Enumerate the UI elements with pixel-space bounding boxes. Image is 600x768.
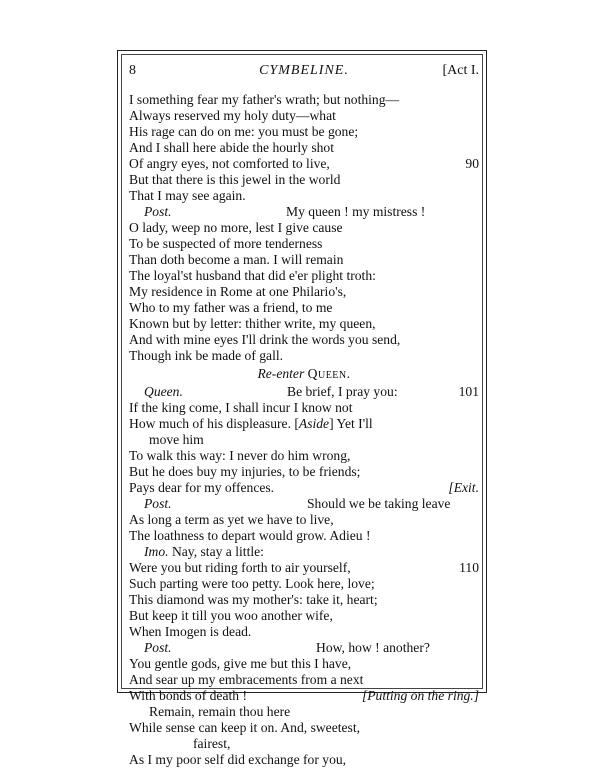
verse-line: But he does buy my injuries, to be friends; — [129, 464, 361, 479]
verse-line: The loathness to depart would grow. Adieu ! — [129, 528, 371, 543]
verse-line: The loyal'st husband that did e'er plight troth: — [129, 268, 376, 283]
speech-line — [129, 640, 479, 656]
verse-line: To be suspected of more tenderness — [129, 236, 323, 251]
verse-text: Should we be taking leave — [307, 496, 451, 511]
verse-line — [129, 560, 479, 576]
verse-line: And with mine eyes I'll drink the words you send, — [129, 332, 401, 347]
speaker-name: Post. — [144, 640, 172, 655]
verse-text: With bonds of death ! — [129, 688, 247, 703]
verse-text: How, how ! another? — [316, 640, 430, 655]
speaker-name: Imo. — [144, 544, 169, 559]
speech-line — [129, 384, 479, 400]
verse-line: O lady, weep no more, lest I give cause — [129, 220, 343, 235]
speech-line — [129, 544, 479, 560]
verse-line-continued: move him — [149, 432, 204, 447]
act-label: [Act I. — [442, 63, 479, 78]
stage-direction-text: [Putting on the ring.] — [361, 688, 479, 703]
verse-line: You gentle gods, give me but this I have, — [129, 656, 352, 671]
speech-line — [129, 204, 479, 220]
verse-line — [129, 480, 479, 496]
verse-line: Who to my father was a friend, to me — [129, 300, 333, 315]
verse-line: As long a term as yet we have to live, — [129, 512, 334, 527]
verse-text: How much of his displeasure. [ — [129, 416, 299, 431]
line-number: 110 — [459, 560, 479, 575]
speech-line — [129, 496, 479, 512]
verse-text: ] Yet I'll — [329, 416, 373, 431]
verse-line: But keep it till you woo another wife, — [129, 608, 333, 623]
verse-text: Of angry eyes, not comforted to live, — [129, 156, 330, 171]
line-number: 101 — [458, 384, 479, 399]
verse-line: Always reserved my holy duty—what — [129, 108, 336, 123]
verse-text: My queen ! my mistress ! — [286, 204, 426, 219]
verse-line: To walk this way: I never do him wrong, — [129, 448, 351, 463]
verse-line — [129, 688, 479, 704]
verse-line: Than doth become a man. I will remain — [129, 252, 344, 267]
running-header — [129, 63, 479, 81]
page-number: 8 — [129, 63, 136, 78]
verse-text: Pays dear for my offences. — [129, 480, 275, 495]
stage-direction — [129, 364, 479, 384]
verse-line: Though ink be made of gall. — [129, 348, 284, 363]
verse-line: As I my poor self did exchange for you, — [129, 752, 347, 767]
verse-line: But that there is this jewel in the world — [129, 172, 341, 187]
verse-line: Remain, remain thou here — [149, 704, 291, 719]
verse-line: And sear up my embracements from a next — [129, 672, 364, 687]
verse-line: Known but by letter: thither write, my queen, — [129, 316, 376, 331]
verse-line-continued: fairest, — [193, 736, 231, 751]
verse-line: If the king come, I shall incur I know not — [129, 400, 353, 415]
verse-line: I something fear my father's wrath; but nothing— — [129, 92, 400, 107]
exit-direction: [Exit. — [448, 480, 479, 495]
character-name: Queen. — [307, 366, 351, 381]
verse-line — [129, 416, 479, 432]
speaker-name: Queen. — [144, 384, 183, 399]
verse-text: Were you but riding forth to air yourself, — [129, 560, 351, 575]
verse-text: Nay, stay a little: — [171, 544, 264, 559]
verse-line: That I may see again. — [129, 188, 246, 203]
aside-direction: Aside — [298, 416, 330, 431]
verse-line: When Imogen is dead. — [129, 624, 252, 639]
verse-line: This diamond was my mother's: take it, heart; — [129, 592, 378, 607]
verse-line: And I shall here abide the hourly shot — [129, 140, 334, 155]
verse-line: Such parting were too petty. Look here, love; — [129, 576, 375, 591]
verse-line — [129, 156, 479, 172]
verse-line: My residence in Rome at one Philario's, — [129, 284, 347, 299]
speaker-name: Post. — [144, 204, 172, 219]
line-number: 90 — [465, 156, 479, 171]
speaker-name: Post. — [144, 496, 172, 511]
stage-direction-text: Re-enter — [257, 366, 305, 381]
verse-line: While sense can keep it on. And, sweetest, — [129, 720, 361, 735]
verse-text: Be brief, I pray you: — [287, 384, 398, 399]
running-title: CYMBELINE. — [259, 63, 349, 78]
verse-line: His rage can do on me: you must be gone; — [129, 124, 359, 139]
play-text — [129, 92, 479, 768]
